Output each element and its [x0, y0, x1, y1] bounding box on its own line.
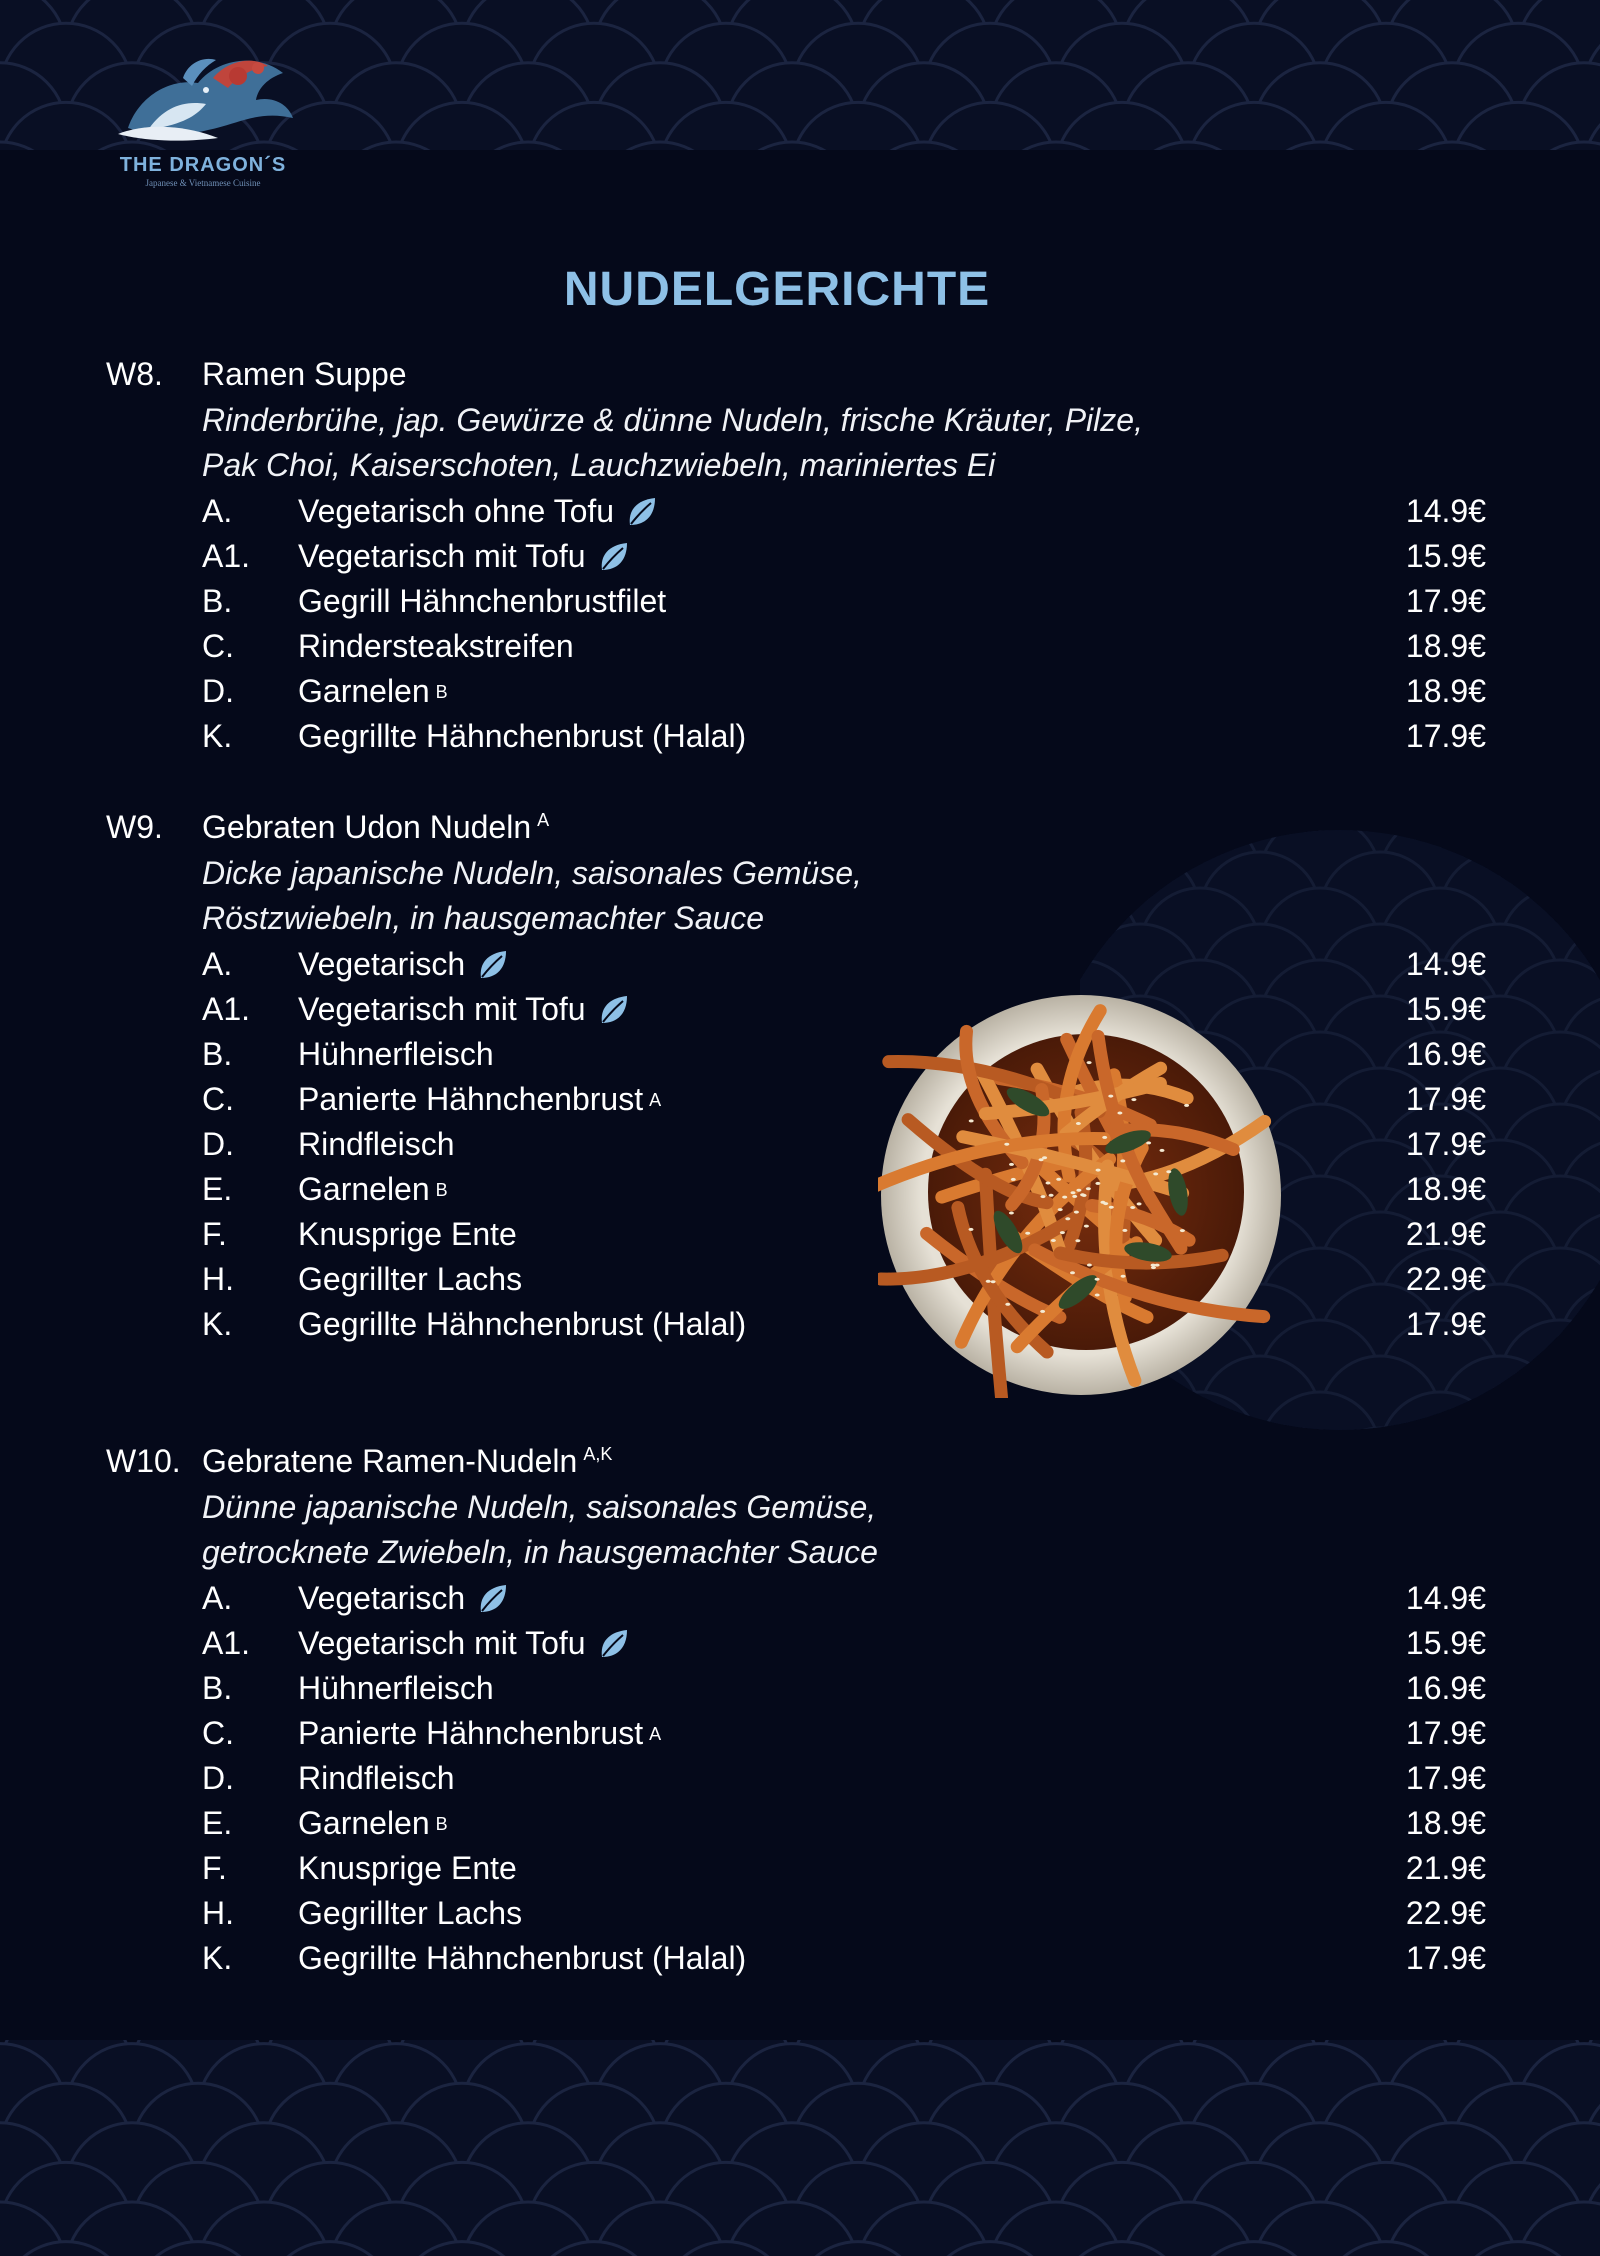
item-letter: D. — [202, 1126, 234, 1162]
menu-item — [0, 714, 1600, 759]
item-name-text: Vegetarisch — [298, 946, 466, 982]
menu-item — [0, 1666, 1600, 1711]
menu-item — [0, 1032, 1600, 1077]
item-price: 16.9€ — [1405, 1670, 1486, 1706]
menu-item — [0, 1801, 1600, 1846]
section-code: W9. — [106, 809, 163, 845]
item-name — [298, 489, 658, 534]
item-name-text: Hühnerfleisch — [298, 1670, 494, 1706]
menu-item — [0, 1167, 1600, 1212]
item-letter: C. — [202, 1715, 234, 1751]
section-name-text: Ramen Suppe — [202, 356, 407, 392]
item-price: 15.9€ — [1405, 538, 1486, 574]
item-name — [298, 1576, 509, 1621]
item-name — [298, 942, 509, 987]
item-name-text: Hühnerfleisch — [298, 1036, 494, 1072]
item-name-text: Rindersteakstreifen — [298, 628, 574, 664]
menu-item — [0, 1077, 1600, 1122]
item-letter: K. — [202, 718, 233, 754]
item-name-text: Vegetarisch ohne Tofu — [298, 493, 615, 529]
item-letter: A1. — [202, 991, 251, 1027]
section-description: Röstzwiebeln, in hausgemachter Sauce — [202, 900, 765, 936]
section-header — [0, 1441, 1600, 1481]
menu-item — [0, 1891, 1600, 1936]
menu-item — [0, 1257, 1600, 1302]
section-name — [202, 1441, 612, 1481]
item-name-text: Rindfleisch — [298, 1126, 455, 1162]
item-price: 17.9€ — [1405, 1715, 1486, 1751]
item-letter: D. — [202, 1760, 234, 1796]
item-name — [298, 1936, 746, 1981]
item-name — [298, 534, 630, 579]
item-price: 14.9€ — [1405, 946, 1486, 982]
section-code: W8. — [106, 356, 163, 392]
item-name — [298, 1711, 661, 1756]
dragon-logo-icon — [88, 38, 318, 148]
item-name-text: Vegetarisch — [298, 1580, 466, 1616]
section-name-text: Gebraten Udon Nudeln — [202, 809, 532, 845]
leaf-icon — [624, 495, 658, 529]
item-price: 15.9€ — [1405, 1625, 1486, 1661]
allergen-note: B — [435, 1179, 448, 1200]
item-price: 18.9€ — [1405, 628, 1486, 664]
item-name — [298, 987, 630, 1032]
menu-item — [0, 579, 1600, 624]
item-name — [298, 1212, 517, 1257]
brand-subtitle: Japanese & Vietnamese Cuisine — [145, 178, 261, 188]
allergen-note: A — [537, 810, 550, 831]
item-name-text: Gegrillter Lachs — [298, 1261, 523, 1297]
menu-item — [0, 1212, 1600, 1257]
allergen-note: A — [649, 1723, 662, 1744]
item-letter: E. — [202, 1805, 233, 1841]
section-description: getrocknete Zwiebeln, in hausgemachter Sauce — [202, 1534, 878, 1570]
item-letter: A. — [202, 1580, 233, 1616]
item-price: 14.9€ — [1405, 493, 1486, 529]
brand-logo — [88, 38, 318, 188]
item-name-text: Vegetarisch mit Tofu — [298, 991, 586, 1027]
item-price: 17.9€ — [1405, 1306, 1486, 1342]
item-price: 17.9€ — [1405, 1760, 1486, 1796]
item-name — [298, 1666, 494, 1711]
section-description: Pak Choi, Kaiserschoten, Lauchzwiebeln, mariniertes Ei — [202, 447, 996, 483]
allergen-note: A — [649, 1089, 662, 1110]
item-price: 22.9€ — [1405, 1261, 1486, 1297]
item-name-text: Panierte Hähnchenbrust — [298, 1715, 644, 1751]
item-price: 18.9€ — [1405, 1805, 1486, 1841]
item-letter: D. — [202, 673, 234, 709]
item-letter: E. — [202, 1171, 233, 1207]
section-name-text: Gebratene Ramen-Nudeln — [202, 1443, 578, 1479]
item-letter: B. — [202, 1036, 233, 1072]
item-price: 14.9€ — [1405, 1580, 1486, 1616]
item-letter: A. — [202, 946, 233, 982]
item-price: 18.9€ — [1405, 673, 1486, 709]
item-name — [298, 1302, 746, 1347]
item-letter: H. — [202, 1261, 234, 1297]
section-header — [0, 807, 1600, 847]
item-price: 21.9€ — [1405, 1850, 1486, 1886]
item-name-text: Garnelen — [298, 673, 430, 709]
item-name-text: Gegrillter Lachs — [298, 1895, 523, 1931]
item-name — [298, 1257, 522, 1302]
item-name — [298, 1077, 661, 1122]
item-name — [298, 624, 574, 669]
item-name-text: Vegetarisch mit Tofu — [298, 538, 586, 574]
item-letter: C. — [202, 1081, 234, 1117]
item-name — [298, 1167, 448, 1212]
item-name-text: Gegrill Hähnchenbrustfilet — [298, 583, 667, 619]
menu-item — [0, 489, 1600, 534]
menu-item — [0, 1122, 1600, 1167]
leaf-icon — [596, 1627, 630, 1661]
allergen-note: A,K — [583, 1444, 613, 1465]
menu-item — [0, 1302, 1600, 1347]
item-name — [298, 669, 448, 714]
section-description: Dicke japanische Nudeln, saisonales Gemüse, — [202, 855, 862, 891]
item-price: 17.9€ — [1405, 1081, 1486, 1117]
item-name — [298, 1621, 630, 1666]
item-letter: K. — [202, 1306, 233, 1342]
menu-item — [0, 1576, 1600, 1621]
menu-item — [0, 669, 1600, 714]
item-name-text: Panierte Hähnchenbrust — [298, 1081, 644, 1117]
wave-pattern-bottom — [0, 2040, 1600, 2256]
item-name — [298, 1122, 455, 1167]
item-name — [298, 1801, 448, 1846]
page-title: NUDELGERICHTE — [563, 263, 991, 316]
item-price: 21.9€ — [1405, 1216, 1486, 1252]
menu-item — [0, 1936, 1600, 1981]
item-name — [298, 579, 666, 624]
item-name-text: Gegrillte Hähnchenbrust (Halal) — [298, 1306, 747, 1342]
leaf-icon — [475, 1582, 509, 1616]
section-name — [202, 807, 549, 847]
leaf-icon — [596, 540, 630, 574]
item-price: 17.9€ — [1405, 1940, 1486, 1976]
item-name-text: Knusprige Ente — [298, 1216, 517, 1252]
item-name — [298, 1756, 455, 1801]
item-name-text: Garnelen — [298, 1171, 430, 1207]
item-letter: K. — [202, 1940, 233, 1976]
item-letter: A1. — [202, 1625, 251, 1661]
menu-item — [0, 1756, 1600, 1801]
item-letter: F. — [202, 1850, 227, 1886]
item-name-text: Rindfleisch — [298, 1760, 455, 1796]
menu-item — [0, 1846, 1600, 1891]
menu-item — [0, 987, 1600, 1032]
item-price: 17.9€ — [1405, 583, 1486, 619]
menu-item — [0, 942, 1600, 987]
section-header — [0, 354, 1600, 394]
leaf-icon — [596, 993, 630, 1027]
item-name-text: Garnelen — [298, 1805, 430, 1841]
item-letter: B. — [202, 1670, 233, 1706]
item-letter: C. — [202, 628, 234, 664]
item-name — [298, 1032, 494, 1077]
menu-item — [0, 1711, 1600, 1756]
allergen-note: B — [435, 681, 448, 702]
item-letter: B. — [202, 583, 233, 619]
leaf-icon — [475, 948, 509, 982]
item-name-text: Vegetarisch mit Tofu — [298, 1625, 586, 1661]
item-name-text: Gegrillte Hähnchenbrust (Halal) — [298, 718, 747, 754]
item-name-text: Gegrillte Hähnchenbrust (Halal) — [298, 1940, 747, 1976]
menu-item — [0, 534, 1600, 579]
allergen-note: B — [435, 1813, 448, 1834]
item-letter: A. — [202, 493, 233, 529]
udon-bowl-photo — [878, 992, 1284, 1398]
item-price: 15.9€ — [1405, 991, 1486, 1027]
item-price: 16.9€ — [1405, 1036, 1486, 1072]
item-name — [298, 714, 746, 759]
section-description: Rinderbrühe, jap. Gewürze & dünne Nudeln, frische Kräuter, Pilze, — [202, 402, 1143, 438]
item-name-text: Knusprige Ente — [298, 1850, 517, 1886]
item-price: 17.9€ — [1405, 718, 1486, 754]
item-price: 18.9€ — [1405, 1171, 1486, 1207]
item-price: 22.9€ — [1405, 1895, 1486, 1931]
item-price: 17.9€ — [1405, 1126, 1486, 1162]
section-code: W10. — [106, 1443, 181, 1479]
item-name — [298, 1891, 522, 1936]
item-letter: F. — [202, 1216, 227, 1252]
item-letter: H. — [202, 1895, 234, 1931]
item-name — [298, 1846, 517, 1891]
menu-item — [0, 624, 1600, 669]
item-letter: A1. — [202, 538, 251, 574]
section-name — [202, 354, 407, 394]
section-description: Dünne japanische Nudeln, saisonales Gemüse, — [202, 1489, 877, 1525]
menu-item — [0, 1621, 1600, 1666]
brand-name: THE DRAGON´S — [119, 154, 287, 176]
